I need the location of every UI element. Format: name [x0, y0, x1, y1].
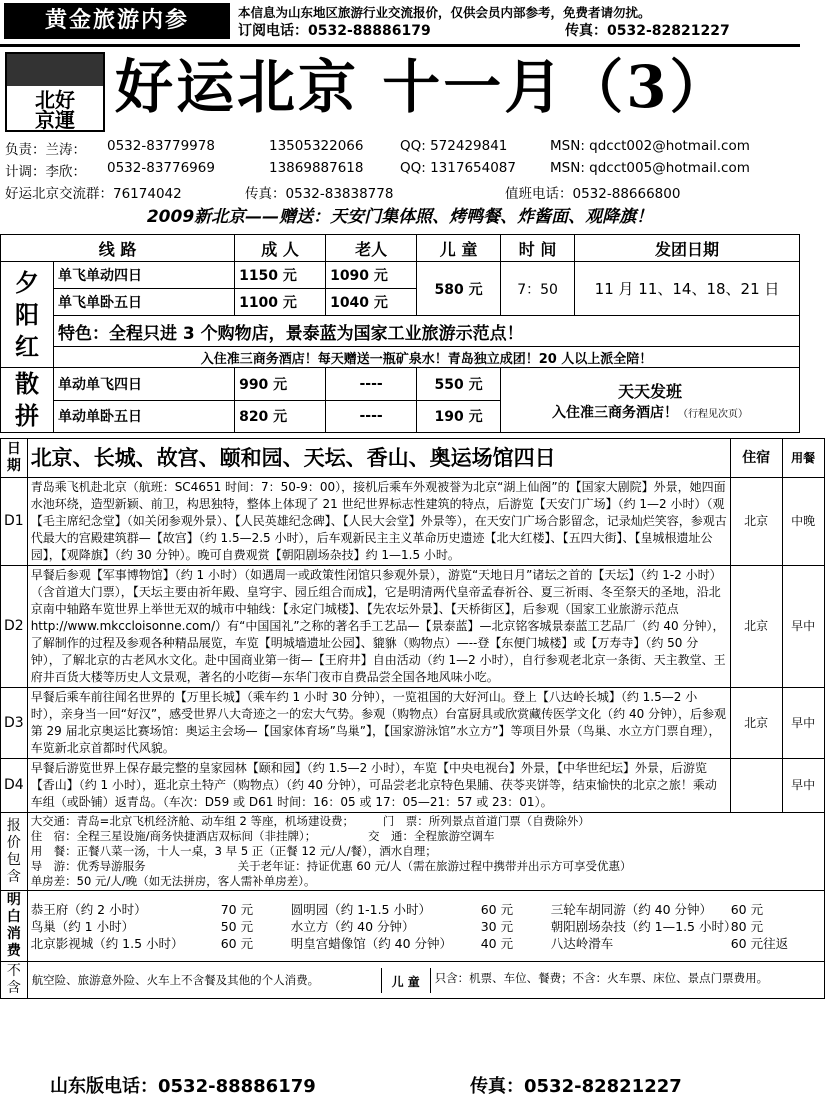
- promo-banner: 2009新北京——赠送：天安门集体照、烤鸭餐、炸酱面、观降旗！: [146, 207, 654, 227]
- subscribe-phone: 订阅电话：0532-88886179: [238, 23, 431, 39]
- top-banner: [0, 0, 800, 42]
- itinerary-row: D1 青岛乘飞机赴北京（航班：SC4651 时间：7：50-9：00），接机后乘车外观被誉为北京“湖上仙阁”的【国家大剧院】外景，她四面水池环绕，造型新颖、前卫，构思独特，整体上体现了 21 世纪世界标志性建筑的特点，后游览【天安门广场】（约 1—2 小时）（观【毛主席纪念堂】（如关闭参观外景）、【人民英雄纪念碑】、【人民大会堂】外景等），在天安门广场合影留念，记录灿烂笑容，参观古代最大的宫殿建筑群—【故宫】（约 1.5—2.5 小时），后车观新民主主义革命历史遗迹【北大红楼】、【五四大街】、【皇城根遗址公园】，【观降旗】（约 30 分钟）。晚可自费观赏【朝阳剧场杂技】约 1—1.5 小时。 北京 中晚: [1, 478, 825, 566]
- table-row: [1, 347, 800, 368]
- feature-text: 特色：全程只进 3 个购物店，景泰蓝为国家工业旅游示范点！: [54, 316, 800, 347]
- footer-phone: 山东版电话：0532-88886179: [50, 1076, 316, 1097]
- price-table: [0, 234, 800, 433]
- child-note: 只含：机票、车位、餐费；不含：火车票、床位、景点门票费用。: [434, 970, 769, 985]
- contact-row-1: 负责：兰涛： 0532-83779978 13505322066 QQ: 572429841 MSN: qdcct002@hotmail.com: [5, 138, 750, 158]
- header-fax: 传真：0532-82821227: [565, 23, 730, 39]
- contact-row-3: 好运北京交流群：76174042 传真：0532-83838778 值班电话：0532-88666800: [5, 186, 681, 202]
- excludes-row: 不 含 航空险、旅游意外险、火车上不含餐及其他的个人消费。 儿 童 只含：机票、车位、餐费；不含：火车票、床位、景点门票费用。: [1, 962, 825, 999]
- child-label: 儿 童: [381, 968, 431, 993]
- sunset-label: 夕 阳 红: [1, 262, 54, 368]
- brand-name: 黄金旅游内参: [4, 3, 230, 39]
- optional-items: 恭王府（约 2 小时） 70 元 圆明园（约 1-1.5 小时） 60 元 三轮车胡同游（约 40 分钟） 60 元 鸟巢（约 1 小时） 50 元 水立方（约 40 分钟） 30 元 朝阳剧场杂技（约 1—1.5 小时） 80 元 北京影视城（约 1.5 小时） 60 元 明皇宫蜡像馆（约 40 分钟） 40 元 八达岭滑车 60 元往返: [27, 891, 824, 962]
- logo-text: 北好 京運: [35, 88, 75, 132]
- daily-departure: 天天发班 入住准三商务酒店！（行程见次页）: [501, 368, 800, 433]
- table-row: [1, 316, 800, 347]
- scattered-label: 散 拼: [1, 368, 54, 433]
- table-row: 夕 阳 红 单飞单动四日 1150 元 1090 元 580 元 7：50 11 月 11、14、18、21 日: [1, 262, 800, 289]
- optional-row: 明白 消费 恭王府（约 2 小时） 70 元 圆明园（约 1-1.5 小时） 60 元 三轮车胡同游（约 40 分钟） 60 元 鸟巢（约 1 小时） 50 元 水立方（约 40 分钟） 30 元 朝阳剧场杂技（约 1—1.5 小时） 80 元 北京影视城（约 1.5 小时） 60 元 明皇宫蜡像馆（约 40 分钟） 40 元 八达岭滑车 60 元往返: [1, 891, 825, 962]
- notice-text: 本信息为山东地区旅游行业交流报价，仅供会员内部参考，免费者请勿扰。: [238, 5, 651, 20]
- itinerary-row: D2 早餐后参观【军事博物馆】（约 1 小时）（如遇周一或政策性闭馆只参观外景），游览“天地日月”诸坛之首的【天坛】（约 1-2 小时）（含首道大门票），【天坛主要由祈年殿、皇穹宇、园丘组合而成】，它是明清两代皇帝孟春祈谷、夏三祈雨、冬至祭天的圣地，沿北京南中轴路车览世界上举世无双的城市中轴线：【永定门城楼】、【先农坛外景】、【天桥街区】，后参观（国家工业旅游示范点 http://www.mkccloisonne.com/）有“中国国礼”之称的著名手工艺品—【景泰蓝】—北京铭客城景泰蓝工艺品厂（约 40 分钟），了解制作的过程及参观各种精品展览，车览【明城墙遗址公园】、貔貅（购物点）—--登【东便门城楼】或【万寿寺】（约 50 分钟），了解北京的古老风水文化。赴中国商业第一街—【王府井】自由活动（约 1—2 小时），自行参观老北京一条街、天主教堂、王府井百货大楼等历史人文景观，著名的小吃街—东华门夜市自费品尝全国各地风味小吃。 北京 早中: [1, 566, 825, 688]
- price-table-header: 线 路 成 人 老人 儿 童 时 间 发团日期: [1, 235, 800, 262]
- page-title: 好运北京 十一月（3）: [115, 53, 731, 121]
- divider: [0, 44, 800, 47]
- footer: [0, 1062, 800, 1100]
- table-row: 散 拼 单动单飞四日 990 元 ---- 550 元 天天发班 入住准三商务酒店！（行程见次页）: [1, 368, 800, 401]
- table-row: 单动单卧五日 820 元 ---- 190 元: [1, 400, 800, 433]
- price-includes-row: 报 价 包 含 大交通：青岛=北京飞机经济舱、动车组 2 等座，机场建设费； 门 票：所列景点首道门票（自费除外） 住 宿：全程三星设施/商务快捷酒店双标间（非挂牌）； 交 通：全程旅游空调车 用 餐：正餐八菜一汤，十人一桌，3 早 5 正（正餐 12 元/人/餐），酒水自理； 导 游：优秀导游服务 关于老年证：持证优惠 60 元/人（需在旅游过程中携带并出示方可享受优惠） 单房差：50 元/人/晚（如无法拼房，客人需补单房差）。: [1, 813, 825, 891]
- price-includes: 大交通：青岛=北京飞机经济舱、动车组 2 等座，机场建设费； 门 票：所列景点首道门票（自费除外） 住 宿：全程三星设施/商务快捷酒店双标间（非挂牌）； 交 通：全程旅游空调车 用 餐：正餐八菜一汤，十人一桌，3 早 5 正（正餐 12 元/人/餐），酒水自理； 导 游：优秀导游服务 关于老年证：持证优惠 60 元/人（需在旅游过程中携带并出示方可享受优惠） 单房差：50 元/人/晚（如无法拼房，客人需补单房差）。: [27, 813, 824, 891]
- itinerary-row: D4 早餐后游览世界上保存最完整的皇家园林【颐和园】（约 1.5—2 小时），车览【中央电视台】外景，【中华世纪坛】外景，后游览【香山】（约 1 小时），逛北京土特产（购物点）（约 40 分钟），可品尝老北京特色果脯、茯苓夹饼等，结束愉快的北京之旅！乘动车组（或卧铺）返青岛。（车次：D59 或 D61 时间：16：05 或 17：05—21：57 或 23：01）。 早中: [1, 759, 825, 813]
- contact-row-2: 计调：李欣： 0532-83776969 13869887618 QQ: 1317654087 MSN: qdcct005@hotmail.com: [5, 160, 750, 180]
- feature-text-2: 入住准三商务酒店！每天赠送一瓶矿泉水！青岛独立成团！20 人以上派全陪！: [54, 347, 800, 368]
- itinerary-row: D3 早餐后乘车前往闻名世界的【万里长城】（乘车约 1 小时 30 分钟），一览祖国的大好河山。登上【八达岭长城】（约 1.5—2 小时），亲身当一回“好汉”，感受世界八大奇迹之一的宏大气势。参观（购物点）台富厨具或欣赏藏传医学文化（约 40 分钟），后参观第 29 届北京奥运比赛场馆：奥运主会场—【国家体育场”鸟巢”】，【国家游泳馆”水立方”】等项目外景（鸟巢、水立方门票自理），车览新北京首都时代风貌。 北京 早中: [1, 688, 825, 759]
- footer-fax: 传真：0532-82821227: [470, 1076, 682, 1097]
- excludes-text: 航空险、旅游意外险、火车上不含餐及其他的个人消费。: [31, 972, 320, 987]
- itinerary-table: [0, 438, 825, 999]
- itinerary-header: 日期 北京、长城、故宫、颐和园、天坛、香山、奥运场馆四日 住宿 用餐: [1, 439, 825, 478]
- table-row: 单飞单卧五日 1100 元 1040 元: [1, 289, 800, 316]
- logo: [5, 52, 105, 132]
- palace-roof-icon: [7, 54, 103, 86]
- route-title: 北京、长城、故宫、颐和园、天坛、香山、奥运场馆四日: [27, 439, 730, 478]
